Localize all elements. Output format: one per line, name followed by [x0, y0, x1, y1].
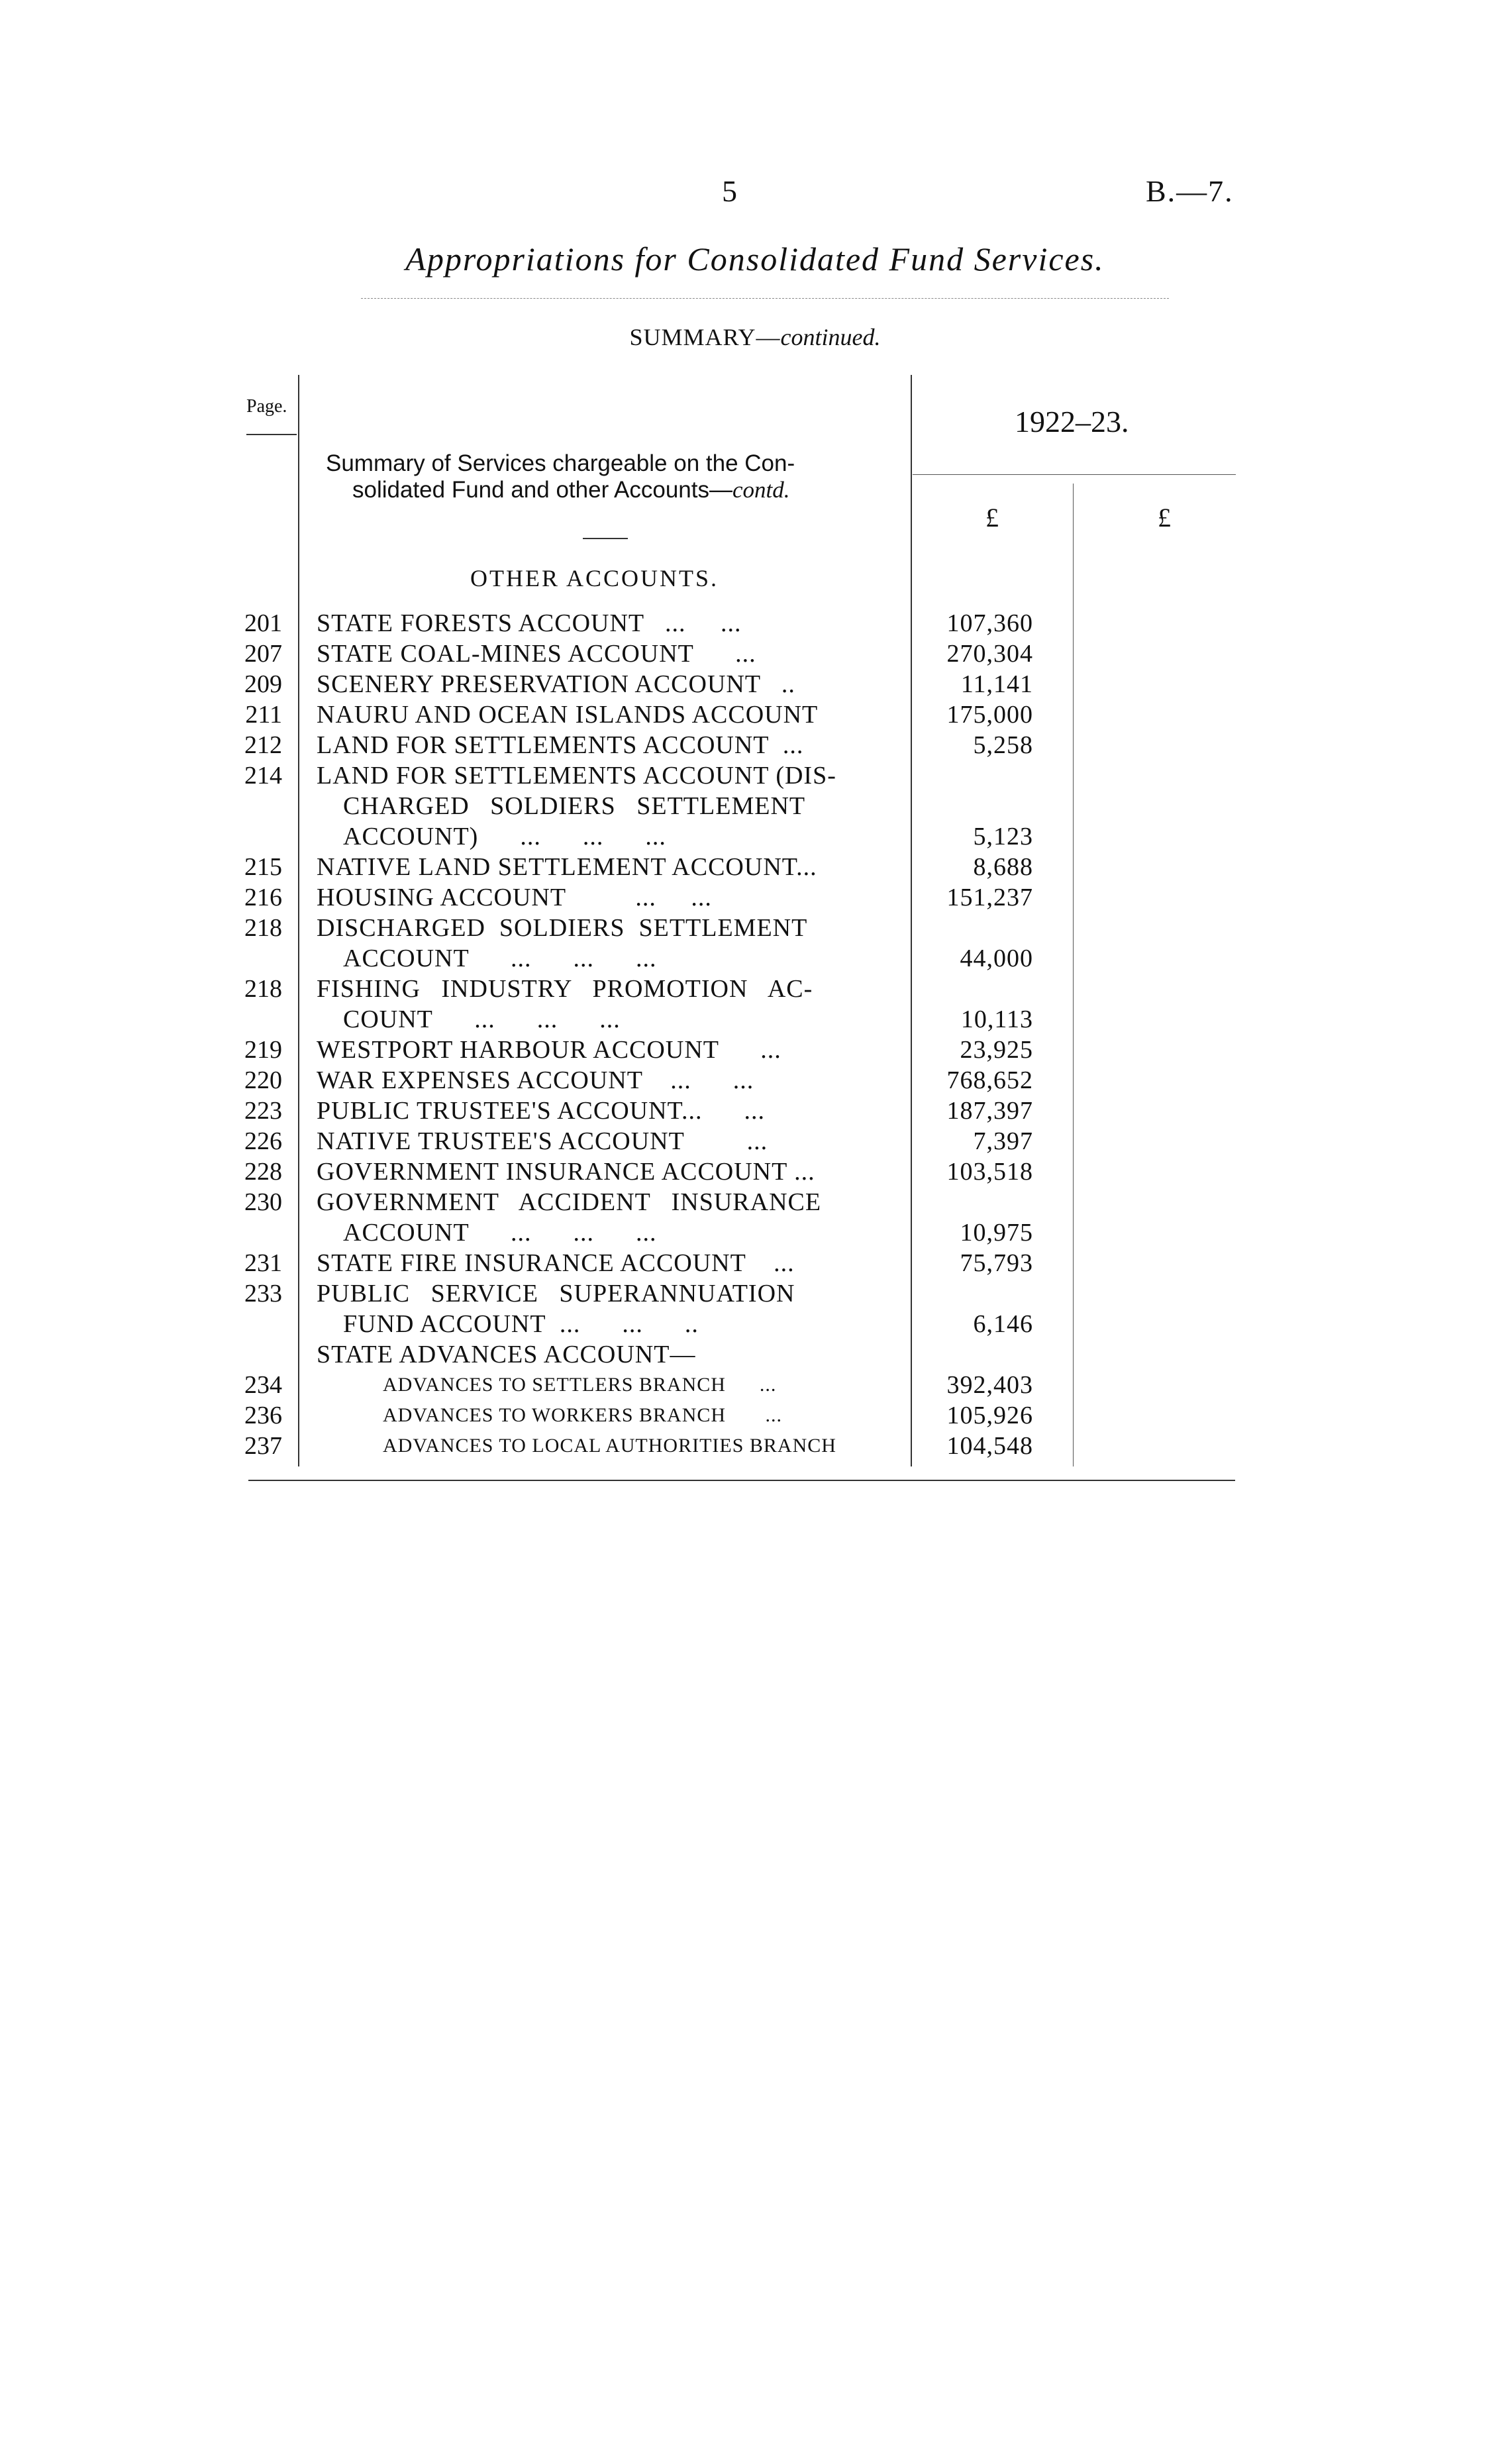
accounts-table-body — [238, 608, 1073, 1461]
row-page-number: 201 — [244, 609, 282, 637]
row-description-line: WAR EXPENSES ACCOUNT ... ... — [317, 1066, 754, 1094]
row-description-line: HOUSING ACCOUNT ... ... — [317, 884, 712, 911]
row-page-number: 211 — [245, 701, 282, 729]
table-row — [238, 1126, 1073, 1156]
row-page-number: 231 — [244, 1249, 282, 1277]
row-page-number: 209 — [244, 670, 282, 698]
year-heading: 1922–23. — [1015, 405, 1129, 438]
row-page-number: 218 — [244, 975, 282, 1003]
row-page-number: 234 — [244, 1371, 282, 1399]
section-heading: OTHER ACCOUNTS. — [470, 565, 719, 591]
row-amount: 107,360 — [946, 609, 1033, 637]
table-row — [238, 852, 1073, 882]
row-page-number: 226 — [244, 1127, 282, 1155]
row-description-line: PUBLIC TRUSTEE'S ACCOUNT... ... — [317, 1097, 765, 1125]
table-row — [238, 1248, 1073, 1278]
table-row — [238, 608, 1073, 639]
row-description-line: GOVERNMENT INSURANCE ACCOUNT ... — [317, 1158, 815, 1186]
table-row — [238, 974, 1073, 1035]
row-amount: 75,793 — [960, 1249, 1033, 1277]
row-description-line: FUND ACCOUNT ... ... .. — [343, 1310, 699, 1338]
row-description — [317, 1339, 1138, 1370]
table-row — [238, 1035, 1073, 1065]
row-page-number: 230 — [244, 1188, 282, 1216]
currency-symbol-column-2: £ — [1158, 503, 1171, 533]
row-amount: 44,000 — [960, 945, 1033, 972]
row-amount: 768,652 — [946, 1066, 1033, 1094]
row-amount: 5,123 — [973, 823, 1033, 850]
year-heading-rule — [913, 474, 1236, 475]
table-row — [238, 760, 1073, 852]
currency-symbol-column-1: £ — [985, 503, 999, 533]
row-amount: 10,975 — [960, 1219, 1033, 1247]
description-heading-italic: contd. — [732, 477, 790, 503]
row-description-line: NATIVE LAND SETTLEMENT ACCOUNT... — [317, 853, 817, 881]
table-row — [238, 1278, 1073, 1339]
row-page-number: 233 — [244, 1280, 282, 1308]
row-amount: 10,113 — [960, 1005, 1033, 1033]
table-row — [238, 639, 1073, 669]
row-amount: 151,237 — [946, 884, 1033, 911]
row-page-number: 219 — [244, 1036, 282, 1064]
row-description-line: LAND FOR SETTLEMENTS ACCOUNT ... — [317, 731, 804, 759]
document-reference: B.—7. — [1146, 174, 1234, 208]
subtitle-italic: continued. — [780, 324, 881, 350]
row-description-line: DISCHARGED SOLDIERS SETTLEMENT — [317, 914, 808, 942]
page-label-rule — [246, 434, 297, 435]
table-row — [238, 913, 1073, 974]
row-description-line: FISHING INDUSTRY PROMOTION AC- — [317, 975, 813, 1003]
table-row — [238, 882, 1073, 913]
row-page-number: 212 — [244, 731, 282, 759]
row-amount: 5,258 — [973, 731, 1033, 759]
row-page-number: 207 — [244, 640, 282, 668]
row-page-number: 236 — [244, 1402, 282, 1429]
row-description-line: LAND FOR SETTLEMENTS ACCOUNT (DIS- — [317, 762, 836, 790]
row-amount: 175,000 — [946, 701, 1033, 729]
table-row — [238, 1400, 1073, 1431]
row-amount: 23,925 — [960, 1036, 1033, 1064]
title-rule — [361, 298, 1169, 299]
row-description-line: ACCOUNT ... ... ... — [343, 945, 657, 972]
table-row — [238, 1096, 1073, 1126]
row-description-line: CHARGED SOLDIERS SETTLEMENT — [343, 792, 806, 820]
row-description-line: NAURU AND OCEAN ISLANDS ACCOUNT — [317, 701, 819, 729]
row-amount: 104,548 — [946, 1432, 1033, 1460]
description-heading-line2 — [326, 477, 882, 503]
row-description-line: GOVERNMENT ACCIDENT INSURANCE — [317, 1188, 822, 1216]
table-row — [238, 730, 1073, 760]
table-row — [238, 1339, 1073, 1370]
row-page-number: 216 — [244, 884, 282, 911]
row-description-line: ADVANCES TO SETTLERS BRANCH ... — [383, 1374, 777, 1396]
description-heading-text: solidated Fund and other Accounts— — [352, 477, 732, 503]
row-amount: 8,688 — [973, 853, 1033, 881]
row-description-line: STATE COAL-MINES ACCOUNT ... — [317, 640, 756, 668]
row-page-number: 215 — [244, 853, 282, 881]
description-short-rule — [583, 538, 628, 539]
table-row — [238, 1370, 1073, 1400]
row-amount: 103,518 — [946, 1158, 1033, 1186]
table-row — [238, 699, 1073, 730]
row-description-line: STATE FIRE INSURANCE ACCOUNT ... — [317, 1249, 795, 1277]
row-amount: 270,304 — [946, 640, 1033, 668]
row-page-number: 220 — [244, 1066, 282, 1094]
row-description-line: ACCOUNT ... ... ... — [343, 1219, 657, 1247]
row-page-number: 228 — [244, 1158, 282, 1186]
description-heading-line1: Summary of Services chargeable on the Con- — [326, 450, 795, 476]
row-amount: 11,141 — [960, 670, 1033, 698]
page-number: 5 — [722, 174, 737, 208]
row-description-line: STATE ADVANCES ACCOUNT— — [317, 1341, 696, 1368]
row-description-line: WESTPORT HARBOUR ACCOUNT ... — [317, 1036, 781, 1064]
row-description-line: ACCOUNT) ... ... ... — [343, 823, 666, 850]
row-description-line: COUNT ... ... ... — [343, 1005, 621, 1033]
row-amount: 6,146 — [973, 1310, 1033, 1338]
row-description-line: PUBLIC SERVICE SUPERANNUATION — [317, 1280, 795, 1308]
row-description-line: ADVANCES TO LOCAL AUTHORITIES BRANCH — [383, 1435, 836, 1457]
table-row — [238, 1187, 1073, 1248]
row-amount: 392,403 — [946, 1371, 1033, 1399]
row-page-number: 223 — [244, 1097, 282, 1125]
table-row — [238, 1156, 1073, 1187]
row-page-number: 214 — [244, 762, 282, 790]
row-description-line: STATE FORESTS ACCOUNT ... ... — [317, 609, 742, 637]
row-description-line: SCENERY PRESERVATION ACCOUNT .. — [317, 670, 795, 698]
table-bottom-rule — [248, 1480, 1235, 1481]
row-description-line: ADVANCES TO WORKERS BRANCH ... — [383, 1404, 783, 1426]
row-description-line: NATIVE TRUSTEE'S ACCOUNT ... — [317, 1127, 768, 1155]
subtitle-main: SUMMARY— — [629, 324, 781, 350]
row-amount: 7,397 — [973, 1127, 1033, 1155]
page-title: Appropriations for Consolidated Fund Services. — [405, 240, 1105, 278]
table-row — [238, 1431, 1073, 1461]
row-amount: 187,397 — [946, 1097, 1033, 1125]
table-row — [238, 669, 1073, 699]
page-column-label: Page. — [246, 396, 287, 417]
row-page-number: 237 — [244, 1432, 282, 1460]
row-page-number: 218 — [244, 914, 282, 942]
summary-subtitle — [0, 323, 1510, 351]
row-amount: 105,926 — [946, 1402, 1033, 1429]
table-row — [238, 1065, 1073, 1096]
description-column-heading — [326, 450, 882, 503]
